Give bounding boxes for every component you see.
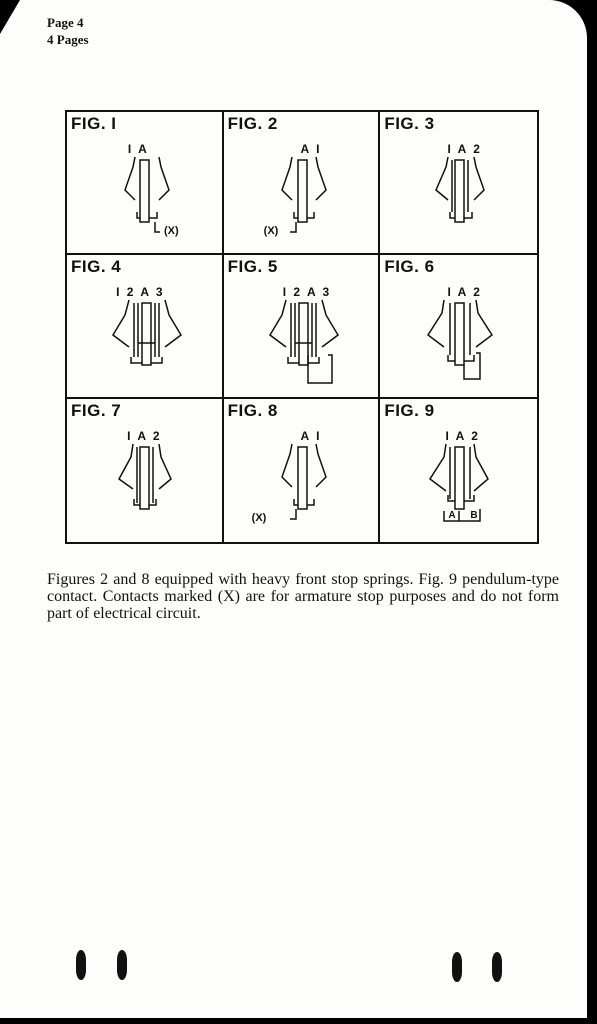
contact-label: I A 2 bbox=[447, 142, 482, 156]
figure-label: FIG. 4 bbox=[71, 257, 122, 277]
relay-diagram bbox=[380, 112, 536, 256]
figure-label: FIG. I bbox=[71, 114, 117, 133]
figure-8 bbox=[224, 399, 381, 542]
contact-label: I 2 A 3 bbox=[282, 285, 332, 300]
relay-diagram bbox=[224, 112, 380, 256]
figure-9 bbox=[380, 399, 537, 542]
figure-1 bbox=[67, 112, 224, 255]
relay-diagram bbox=[67, 399, 223, 543]
caption: Figures 2 and 8 equipped with heavy front stop springs. Fig. 9 pendulum-type contact. Contacts marked (X) are for armature stop purposes and do not form part of electrical circuit. bbox=[47, 571, 559, 622]
figure-2 bbox=[224, 112, 381, 255]
figure-label: FIG. 5 bbox=[227, 257, 278, 277]
relay-diagram bbox=[67, 112, 223, 256]
contact-label: A I bbox=[300, 428, 322, 443]
punch-hole bbox=[492, 952, 502, 982]
figure-7 bbox=[67, 399, 224, 542]
figure-label: FIG. 6 bbox=[384, 257, 435, 277]
stop-label: (X) bbox=[251, 511, 267, 524]
clipped-corner bbox=[0, 0, 20, 34]
figure-label: FIG. 9 bbox=[384, 400, 435, 420]
figure-label: FIG. 7 bbox=[71, 400, 122, 420]
stop-label: (X) bbox=[263, 225, 279, 237]
contact-label: I A 2 bbox=[127, 428, 162, 443]
figure-label: FIG. 3 bbox=[384, 114, 435, 133]
figure-3 bbox=[380, 112, 537, 255]
contact-label: I A 2 bbox=[447, 285, 482, 300]
figure-label: FIG. 2 bbox=[227, 114, 278, 133]
stop-label: (X) bbox=[164, 225, 179, 237]
relay-diagram bbox=[224, 399, 380, 543]
relay-diagram bbox=[380, 255, 536, 399]
pendulum-a-label: A bbox=[448, 509, 456, 521]
contact-label: I 2 A 3 bbox=[116, 285, 165, 300]
pendulum-b-label: B bbox=[470, 509, 478, 521]
figure-5 bbox=[224, 255, 381, 398]
figure-label: FIG. 8 bbox=[227, 400, 278, 420]
figure-4 bbox=[67, 255, 224, 398]
page-number: Page 4 bbox=[47, 15, 84, 30]
punch-hole bbox=[452, 952, 462, 982]
relay-diagram bbox=[224, 255, 380, 399]
relay-diagram bbox=[380, 399, 536, 543]
contact-label: I A 2 bbox=[445, 428, 480, 443]
figure-grid bbox=[65, 110, 539, 544]
punch-hole bbox=[117, 950, 127, 980]
contact-label: I A bbox=[127, 142, 149, 156]
relay-diagram bbox=[67, 255, 223, 399]
punch-hole bbox=[76, 950, 86, 980]
contact-label: A I bbox=[300, 142, 322, 156]
figure-6 bbox=[380, 255, 537, 398]
page-header bbox=[47, 14, 89, 48]
page-count: 4 Pages bbox=[47, 32, 89, 47]
